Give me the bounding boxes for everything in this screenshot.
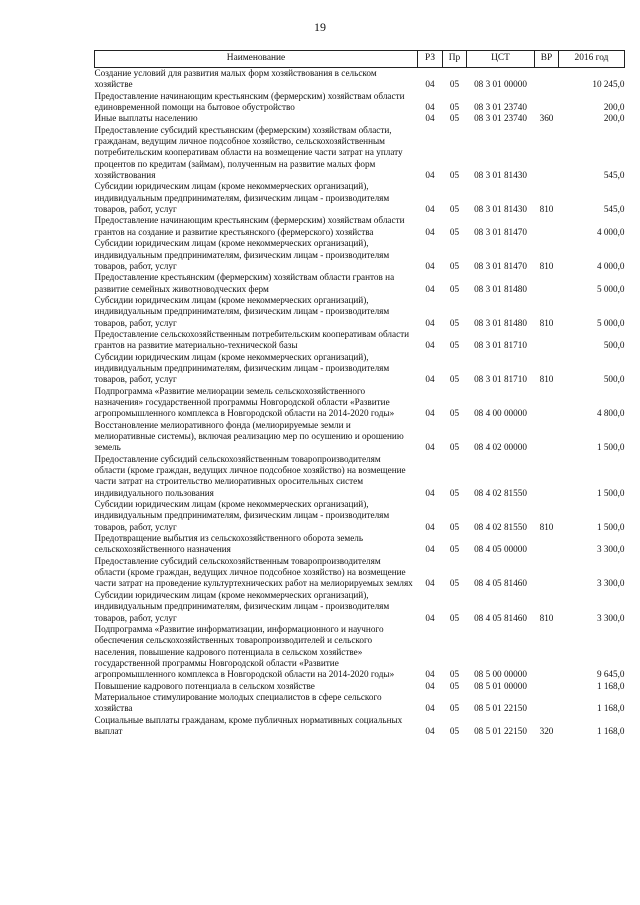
- row-vr: 810: [539, 317, 554, 328]
- row-cst: 08 4 05 81460: [474, 612, 527, 623]
- table-row: [95, 91, 625, 114]
- row-amount: 3 300,0: [596, 578, 625, 589]
- row-vr: [535, 215, 559, 238]
- row-pr: 05: [449, 408, 460, 419]
- row-cst: 08 3 01 81710: [474, 340, 527, 351]
- row-vr: 810: [539, 374, 554, 385]
- row-vr: 360: [539, 113, 554, 124]
- row-rz: 04: [425, 487, 435, 498]
- row-cst: 08 4 05 00000: [474, 544, 527, 555]
- table-row: [95, 238, 625, 272]
- row-vr: [535, 533, 559, 556]
- row-name: Социальные выплаты гражданам, кроме публичных нормативных социальных выплат: [94, 714, 403, 736]
- row-pr: 05: [449, 725, 460, 736]
- row-rz: 04: [425, 340, 435, 351]
- row-vr: [535, 125, 559, 182]
- row-amount: 3 300,0: [596, 544, 625, 555]
- row-name: Подпрограмма «Развитие информатизации, информационного и научного обеспечения сельскохозяйственных товаропроизводителей и сельского населения, повышение кадрового потенциала в сельском хозяйстве» государственной программы Новгородской области «Развитие агропромышленного комплекса в Новгородской области на 2014-2020 годы»: [94, 623, 395, 680]
- row-vr: [535, 692, 559, 715]
- budget-table: [94, 50, 625, 737]
- row-rz: 04: [425, 102, 435, 113]
- row-amount: 545,0: [603, 204, 625, 215]
- row-pr: 05: [449, 260, 460, 271]
- row-name: Субсидии юридическим лицам (кроме некоммерческих организаций), индивидуальным предпринимателям, физическим лицам - производителям товаров, работ, услуг: [94, 294, 390, 328]
- table-row: [95, 215, 625, 238]
- row-rz: 04: [425, 226, 435, 237]
- row-rz: 04: [425, 260, 435, 271]
- header-name: Наименование: [95, 51, 418, 68]
- row-cst: 08 3 01 81470: [474, 260, 527, 271]
- row-pr: 05: [449, 521, 460, 532]
- row-cst: 08 3 01 81480: [474, 317, 527, 328]
- row-name: Восстановление мелиоративного фонда (мелиорируемые земли и мелиоративные системы), включая реализацию мер по осушению и орошению земель: [94, 419, 404, 453]
- row-rz: 04: [425, 408, 435, 419]
- row-amount: 1 500,0: [596, 521, 625, 532]
- row-amount: 200,0: [603, 113, 625, 124]
- row-name: Предоставление субсидий сельскохозяйственным товаропроизводителям области (кроме граждан, ведущих личное подсобное хозяйство) на возмещение части затрат на проведение культуртехнических работ на мелиорируемых землях: [94, 555, 413, 589]
- table-row: [95, 681, 625, 692]
- header-amount: 2016 год: [559, 51, 625, 68]
- row-pr: 05: [449, 374, 460, 385]
- row-name: Предоставление начинающим крестьянским (фермерским) хозяйствам области грантов на создание и развитие крестьянского (фермерского) хозяйства: [94, 215, 405, 237]
- table-row: [95, 272, 625, 295]
- table-row: [95, 329, 625, 352]
- table-row: [95, 692, 625, 715]
- row-amount: 10 245,0: [592, 79, 625, 90]
- row-amount: 4 000,0: [596, 226, 625, 237]
- row-pr: 05: [449, 170, 460, 181]
- row-name: Предоставление крестьянским (фермерским) хозяйствам области грантов на развитие семейных животноводческих ферм: [94, 272, 395, 294]
- row-pr: 05: [449, 204, 460, 215]
- row-name: Субсидии юридическим лицам (кроме некоммерческих организаций), индивидуальным предпринимателям, физическим лицам - производителям товаров, работ, услуг: [94, 499, 390, 532]
- row-vr: 810: [539, 204, 554, 215]
- row-vr: 320: [539, 725, 554, 736]
- table-row: [95, 68, 625, 91]
- row-pr: 05: [449, 544, 460, 555]
- row-name: Предоставление сельскохозяйственным потребительским кооперативам области грантов на развитие материально-технической базы: [94, 328, 410, 351]
- header-vr: ВР: [535, 51, 559, 68]
- row-pr: 05: [449, 102, 460, 113]
- row-name: Создание условий для развития малых форм хозяйствования в сельском хозяйстве: [94, 68, 377, 90]
- row-name: Подпрограмма «Развитие мелиорации земель сельскохозяйственного назначения» государственной программы Новгородской области «Развитие агропромышленного комплекса в Новгородской области на 2014-2020 годы»: [94, 385, 395, 419]
- row-cst: 08 3 01 81470: [474, 226, 527, 237]
- row-rz: 04: [425, 170, 435, 181]
- row-amount: 4 000,0: [596, 260, 625, 271]
- table-row: [95, 295, 625, 329]
- row-amount: 1 168,0: [596, 680, 625, 691]
- row-rz: 04: [425, 544, 435, 555]
- row-vr: 810: [539, 521, 554, 532]
- row-cst: 08 5 01 00000: [474, 680, 527, 691]
- table-row: [95, 533, 625, 556]
- row-cst: 08 3 01 81430: [474, 204, 527, 215]
- table-row: [95, 715, 625, 738]
- row-cst: 08 4 00 00000: [474, 408, 527, 419]
- row-vr: [535, 420, 559, 454]
- row-pr: 05: [449, 113, 460, 124]
- row-amount: 545,0: [603, 170, 625, 181]
- row-cst: 08 5 01 22150: [474, 703, 527, 714]
- row-cst: 08 3 01 23740: [474, 113, 527, 124]
- row-cst: 08 4 05 81460: [474, 578, 527, 589]
- row-amount: 9 645,0: [596, 669, 625, 680]
- row-rz: 04: [425, 283, 435, 294]
- table-row: [95, 386, 625, 420]
- row-vr: [535, 329, 559, 352]
- row-pr: 05: [449, 226, 460, 237]
- row-name: Предоставление начинающим крестьянским (фермерским) хозяйствам области единовременной помощи на бытовое обустройство: [94, 90, 405, 113]
- row-pr: 05: [449, 317, 460, 328]
- table-row: [95, 556, 625, 590]
- row-rz: 04: [425, 204, 435, 215]
- table-header-row: [95, 51, 625, 68]
- row-rz: 04: [425, 79, 435, 90]
- row-name: Субсидии юридическим лицам (кроме некоммерческих организаций), индивидуальным предпринимателям, физическим лицам - производителям товаров, работ, услуг: [94, 238, 390, 271]
- row-amount: 1 168,0: [596, 703, 625, 714]
- row-cst: 08 3 01 00000: [474, 79, 527, 90]
- row-name: Субсидии юридическим лицам (кроме некоммерческих организаций), индивидуальным предпринимателям, физическим лицам - производителям товаров, работ, услуг: [94, 181, 390, 215]
- row-vr: [535, 272, 559, 295]
- header-rz: РЗ: [418, 51, 443, 68]
- row-pr: 05: [449, 340, 460, 351]
- page-number: 19: [314, 20, 326, 34]
- row-pr: 05: [449, 612, 460, 623]
- row-vr: [535, 91, 559, 114]
- row-rz: 04: [425, 680, 435, 691]
- row-pr: 05: [449, 578, 460, 589]
- row-cst: 08 5 01 22150: [474, 725, 527, 736]
- row-pr: 05: [449, 680, 460, 691]
- row-rz: 04: [425, 703, 435, 714]
- row-vr: 810: [539, 260, 554, 271]
- row-amount: 200,0: [603, 102, 625, 113]
- row-name: Предотвращение выбытия из сельскохозяйственного оборота земель сельскохозяйственного назначения: [94, 533, 364, 555]
- row-amount: 5 000,0: [596, 283, 625, 294]
- row-cst: 08 3 01 81430: [474, 170, 527, 181]
- row-rz: 04: [425, 317, 435, 328]
- row-cst: 08 3 01 81710: [474, 374, 527, 385]
- row-pr: 05: [449, 487, 460, 498]
- table-row: [95, 125, 625, 182]
- row-cst: 08 4 02 81550: [474, 521, 527, 532]
- row-cst: 08 3 01 81480: [474, 283, 527, 294]
- row-amount: 500,0: [603, 374, 625, 385]
- row-cst: 08 4 02 00000: [474, 442, 527, 453]
- row-rz: 04: [425, 521, 435, 532]
- row-amount: 3 300,0: [596, 612, 625, 623]
- row-rz: 04: [425, 113, 435, 124]
- row-vr: [535, 624, 559, 681]
- row-amount: 500,0: [603, 340, 625, 351]
- row-name: Материальное стимулирование молодых специалистов в сфере сельского хозяйства: [94, 691, 382, 714]
- row-name: Иные выплаты населению: [94, 113, 198, 124]
- row-cst: 08 3 01 23740: [474, 102, 527, 113]
- row-amount: 1 168,0: [596, 725, 625, 736]
- table-row: [95, 352, 625, 386]
- row-amount: 1 500,0: [596, 487, 625, 498]
- row-name: Повышение кадрового потенциала в сельском хозяйстве: [94, 680, 315, 691]
- row-pr: 05: [449, 703, 460, 714]
- row-rz: 04: [425, 725, 435, 736]
- row-amount: 1 500,0: [596, 442, 625, 453]
- row-pr: 05: [449, 669, 460, 680]
- table-row: [95, 590, 625, 624]
- table-row: [95, 113, 625, 124]
- row-amount: 4 800,0: [596, 408, 625, 419]
- table-row: [95, 420, 625, 454]
- row-rz: 04: [425, 612, 435, 623]
- row-pr: 05: [449, 283, 460, 294]
- header-pr: Пр: [443, 51, 467, 68]
- row-vr: [535, 454, 559, 499]
- row-rz: 04: [425, 578, 435, 589]
- row-name: Субсидии юридическим лицам (кроме некоммерческих организаций), индивидуальным предпринимателям, физическим лицам - производителям товаров, работ, услуг: [94, 351, 390, 385]
- row-vr: [535, 681, 559, 692]
- row-pr: 05: [449, 442, 460, 453]
- row-vr: 810: [539, 612, 554, 623]
- row-name: Предоставление субсидий крестьянским (фермерским) хозяйствам области, гражданам, ведущим личное подсобное хозяйство, сельскохозяйственным потребительским кооперативам области на возмещение части затрат на уплату процентов по кредитам (займам), полученным на развитие малых форм хозяйствования: [94, 124, 403, 181]
- row-rz: 04: [425, 374, 435, 385]
- row-name: Субсидии юридическим лицам (кроме некоммерческих организаций), индивидуальным предпринимателям, физическим лицам - производителям товаров, работ, услуг: [94, 589, 390, 623]
- table-row: [95, 454, 625, 499]
- row-vr: [535, 556, 559, 590]
- row-name: Предоставление субсидий сельскохозяйственным товаропроизводителям области (кроме граждан, ведущих личное подсобное хозяйство) на возмещение части затрат на строительство мелиоративных оросительных систем индивидуального пользования: [94, 453, 406, 498]
- row-amount: 5 000,0: [596, 317, 625, 328]
- row-vr: [535, 68, 559, 91]
- row-cst: 08 4 02 81550: [474, 487, 527, 498]
- row-cst: 08 5 00 00000: [474, 669, 527, 680]
- row-vr: [535, 386, 559, 420]
- row-pr: 05: [449, 79, 460, 90]
- table-row: [95, 624, 625, 681]
- row-rz: 04: [425, 442, 435, 453]
- table-row: [95, 181, 625, 215]
- row-rz: 04: [425, 669, 435, 680]
- table-row: [95, 499, 625, 533]
- header-cst: ЦСТ: [467, 51, 535, 68]
